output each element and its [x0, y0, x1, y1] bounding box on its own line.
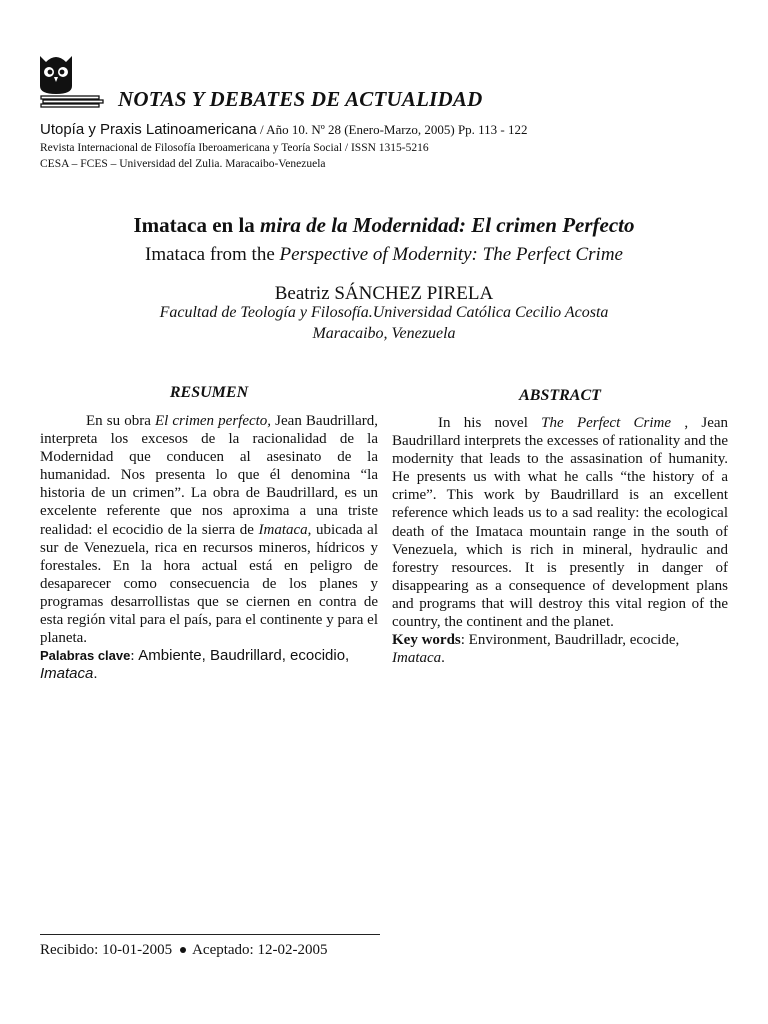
received-date: Recibido: 10-01-2005	[40, 942, 173, 958]
bullet-icon	[180, 947, 186, 953]
abstract-paragraph	[392, 414, 728, 631]
resumen-paragraph	[40, 412, 378, 647]
affiliation-line-1: Facultad de Teología y Filosofía.Universidad Católica Cecilio Acosta	[159, 304, 609, 321]
title-en-plain: Imataca from the	[145, 244, 280, 265]
keywords-label-en: Key words	[392, 632, 461, 649]
owl-on-books-icon	[38, 50, 104, 110]
resumen-text-2: Jean Baudrillard, interpreta los excesos de la racionalidad de la Modernidad que conducen al asesinato de la humanidad. Nos presenta lo que él denomina “la historia de un crimen”. La obra de Baudrillard, es un excelente referente que nos aproxima a una triste realidad: el ecocidio de la sierra de	[40, 413, 378, 538]
title-en-italic: Perspective of Modernity: The Perfect Crime	[279, 244, 623, 265]
abstract-text-1: In his novel	[438, 415, 542, 431]
keywords-italic-en: Imataca	[392, 650, 442, 667]
title-es-plain: Imataca en la	[133, 213, 261, 237]
section-title: NOTAS Y DEBATES DE ACTUALIDAD	[118, 87, 483, 111]
keywords-sep-es: :	[130, 648, 139, 665]
keywords-label-es: Palabras clave	[40, 648, 131, 664]
journal-name: Utopía y Praxis Latinoamericana	[40, 121, 257, 138]
author-name: Beatriz SÁNCHEZ PIRELA	[274, 283, 494, 304]
affiliation-line-2: Maracaibo, Venezuela	[312, 325, 456, 342]
abstract-text-2: , Jean Baudrillard interprets the excesses of rationality and the modernity that leads to the assasination of humanity. He presents us with what he calls “the history of a crime”. This work by Baudrillard is an excellent reference which leads us to a sad reality: the ecological death of the Imataca mountain range in the south of Venezuela, which is rich in mineral, hydraulic and forestry resources. It is presently in danger of disappearing as a consequence of development plans and programs that will destroy this vital region of the country, the continent and the planet.	[392, 415, 729, 631]
abstract-italic-1: The Perfect Crime	[541, 415, 672, 431]
keywords-list-es: Ambiente, Baudrillard, ecocidio,	[138, 647, 350, 665]
resumen-body	[40, 412, 378, 683]
footer-dates	[40, 942, 327, 959]
journal-citation	[40, 121, 528, 139]
keywords-end-es: .	[93, 665, 98, 683]
journal-subtitle: Revista Internacional de Filosofía Iberoamericana y Teoría Social / ISSN 1315-5216	[40, 142, 429, 154]
accepted-date: Aceptado: 12-02-2005	[192, 942, 328, 958]
abstract-heading: ABSTRACT	[519, 387, 601, 404]
article-title-es	[0, 213, 768, 238]
keywords-list-en: : Environment, Baudrilladr, ecocide,	[460, 632, 680, 649]
footer-divider	[40, 934, 380, 935]
resumen-heading: RESUMEN	[169, 384, 249, 401]
resumen-italic-2: Imataca	[258, 521, 308, 538]
keywords-end-en: .	[441, 650, 445, 667]
resumen-keywords	[40, 647, 378, 683]
resumen-italic-1: El crimen perfecto,	[154, 413, 272, 429]
abstract-keywords	[392, 631, 728, 667]
resumen-text-3: , ubicada al sur de Venezuela, rica en recursos mineros, hídricos y forestales. En la hora actual está en peligro de desaparecer como consecuencia de los planes y programas desarrollistas que se ciernen en contra de esta región vital para el país, para el continente y para el planeta.	[40, 521, 378, 647]
title-es-italic: mira de la Modernidad: El crimen Perfecto	[260, 213, 635, 237]
article-title-en	[0, 244, 768, 266]
publisher-line: CESA – FCES – Universidad del Zulia. Maracaibo-Venezuela	[40, 158, 326, 170]
keywords-italic-es: Imataca	[40, 665, 94, 683]
journal-issue: / Año 10. Nº 28 (Enero-Marzo, 2005) Pp. 113 - 122	[256, 122, 528, 137]
abstract-body	[392, 414, 728, 667]
resumen-text-1: En su obra	[86, 413, 155, 429]
